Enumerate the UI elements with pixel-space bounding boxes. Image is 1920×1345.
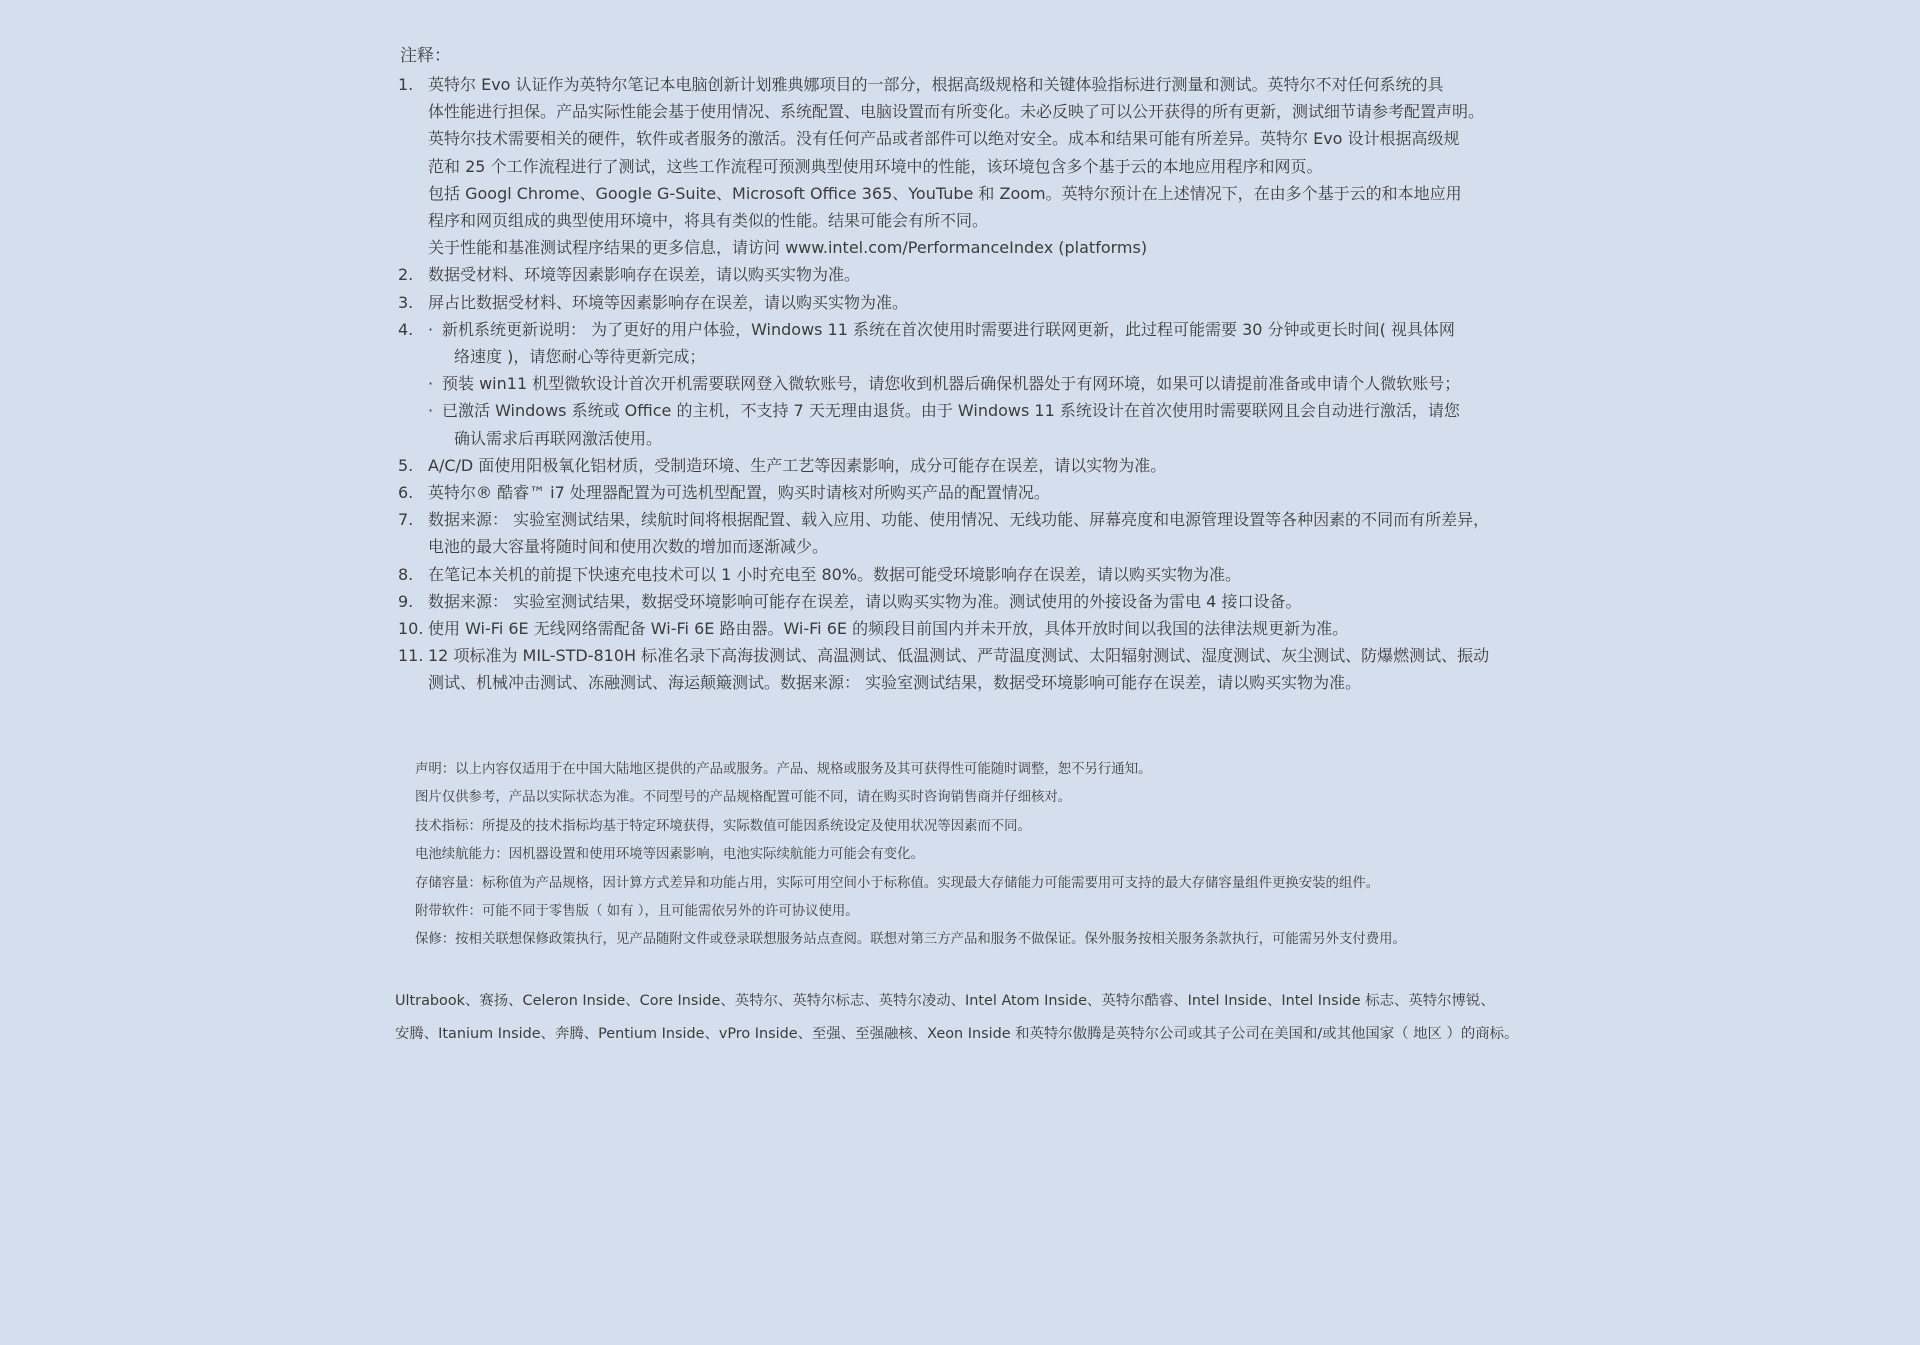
note-number: 11. [398, 646, 424, 666]
note-bullet [428, 397, 1540, 451]
note-number: 8. [398, 564, 414, 584]
trademark-line: 安腾、Itanium Inside、奔腾、Pentium Inside、vPro Inside、至强、至强融核、Xeon Inside 和英特尔傲腾是英特尔公司或其子公司在美国和/或其他国家（ 地区 ）的商标。 [395, 1026, 1519, 1042]
note-4 [400, 316, 1540, 452]
note-line: 范和 25 个工作流程进行了测试，这些工作流程可预测典型使用环境中的性能，该环境包含多个基于云的本地应用程序和网页。 [428, 156, 1323, 176]
note-line: 英特尔 Evo 认证作为英特尔笔记本电脑创新计划雅典娜项目的一部分，根据高级规格和关键体验指标进行测量和测试。英特尔不对任何系统的具 [428, 75, 1444, 94]
bullet-line: 预装 win11 机型微软设计首次开机需要联网登入微软账号，请您收到机器后确保机器处于有网环境，如果可以请提前准备或申请个人微软账号； [442, 374, 1461, 394]
notes-list [400, 71, 1540, 697]
note-line: 包括 Googl Chrome、Google G-Suite、Microsoft Office 365、YouTube 和 Zoom。英特尔预计在上述情况下，在由多个基于云的和本地应用 [428, 183, 1462, 203]
note-bullet [428, 316, 1540, 370]
note-line: 英特尔® 酷睿™ i7 处理器配置为可选机型配置，购买时请核对所购买产品的配置情况。 [428, 483, 1050, 503]
note-line: 程序和网页组成的典型使用环境中，将具有类似的性能。结果可能会有所不同。 [428, 211, 989, 231]
note-number: 7. [398, 510, 414, 530]
note-number: 10. [398, 619, 424, 639]
declaration-line: 附带软件：可能不同于零售版（ 如有 ），且可能需依另外的许可协议使用。 [415, 904, 859, 920]
note-line: 使用 Wi-Fi 6E 无线网络需配备 Wi-Fi 6E 路由器。Wi-Fi 6E 的频段目前国内并未开放，具体开放时间以我国的法律法规更新为准。 [428, 619, 1349, 639]
note-line: 关于性能和基准测试程序结果的更多信息，请访问 www.intel.com/PerformanceIndex (platforms) [428, 238, 1148, 258]
note-line: 屏占比数据受材料、环境等因素影响存在误差，请以购买实物为准。 [428, 292, 909, 312]
note-line: 英特尔技术需要相关的硬件，软件或者服务的激活。没有任何产品或者部件可以绝对安全。成本和结果可能有所差异。英特尔 Evo 设计根据高级规 [428, 129, 1460, 149]
declaration-line: 图片仅供参考，产品以实际状态为准。不同型号的产品规格配置可能不同，请在购买时咨询销售商并仔细核对。 [415, 790, 1072, 806]
bullet-dot: · [428, 374, 434, 394]
trademark-notice [395, 985, 1555, 1051]
note-10 [400, 615, 1540, 642]
note-6 [400, 479, 1540, 506]
note-number: 9. [398, 591, 414, 611]
note-number: 2. [398, 265, 414, 285]
note-line: 数据受材料、环境等因素影响存在误差，请以购买实物为准。 [428, 265, 861, 285]
note-5 [400, 452, 1540, 479]
bullet-line: 确认需求后再联网激活使用。 [454, 428, 663, 448]
bullet-line: 新机系统更新说明： 为了更好的用户体验，Windows 11 系统在首次使用时需要进行联网更新，此过程可能需要 30 分钟或更长时间( 视具体网 [442, 319, 1455, 339]
note-2 [400, 261, 1540, 288]
note-line: 数据来源： 实验室测试结果，数据受环境影响可能存在误差，请以购买实物为准。测试使用的外接设备为雷电 4 接口设备。 [428, 591, 1302, 611]
note-number: 4. [398, 319, 414, 339]
declaration-line: 声明：以上内容仅适用于在中国大陆地区提供的产品或服务。产品、规格或服务及其可获得性可能随时调整，恕不另行通知。 [415, 762, 1152, 777]
note-line: A/C/D 面使用阳极氧化铝材质，受制造环境、生产工艺等因素影响，成分可能存在误差，请以实物为准。 [428, 455, 1167, 475]
trademark-line: Ultrabook、赛扬、Celeron Inside、Core Inside、英特尔、英特尔标志、英特尔凌动、Intel Atom Inside、英特尔酷睿、Intel Inside、Intel Inside 标志、英特尔博锐、 [395, 993, 1495, 1009]
note-line: 体性能进行担保。产品实际性能会基于使用情况、系统配置、电脑设置而有所变化。未必反映了可以公开获得的所有更新，测试细节请参考配置声明。 [428, 102, 1485, 122]
bullet-dot: · [428, 401, 434, 421]
note-line: 电池的最大容量将随时间和使用次数的增加而逐渐减少。 [428, 537, 829, 557]
note-bullet [428, 370, 1540, 397]
note-number: 3. [398, 292, 414, 312]
note-number: 6. [398, 483, 414, 503]
note-line: 12 项标准为 MIL-STD-810H 标准名录下高海拔测试、高温测试、低温测试、严苛温度测试、太阳辐射测试、湿度测试、灰尘测试、防爆燃测试、振动 [428, 646, 1490, 666]
bullet-line: 络速度 )，请您耐心等待更新完成； [454, 347, 706, 367]
notes-heading: 注释： [400, 46, 451, 66]
declaration-line: 保修：按相关联想保修政策执行，见产品随附文件或登录联想服务站点查阅。联想对第三方产品和服务不做保证。保外服务按相关服务条款执行，可能需另外支付费用。 [415, 932, 1406, 948]
note-3 [400, 289, 1540, 316]
note-1 [400, 71, 1540, 261]
note-9 [400, 588, 1540, 615]
bullet-line: 已激活 Windows 系统或 Office 的主机，不支持 7 天无理由退货。由于 Windows 11 系统设计在首次使用时需要联网且会自动进行激活，请您 [442, 401, 1460, 421]
note-number: 5. [398, 455, 414, 475]
note-line: 测试、机械冲击测试、冻融测试、海运颠簸测试。数据来源： 实验室测试结果，数据受环境影响可能存在误差，请以购买实物为准。 [428, 673, 1362, 693]
note-7 [400, 506, 1540, 560]
declarations [415, 756, 1535, 955]
note-line: 在笔记本关机的前提下快速充电技术可以 1 小时充电至 80%。数据可能受环境影响存在误差，请以购买实物为准。 [428, 564, 1242, 584]
note-line: 数据来源： 实验室测试结果，续航时间将根据配置、载入应用、功能、使用情况、无线功能、屏幕亮度和电源管理设置等各种因素的不同而有所差异， [428, 510, 1490, 530]
note-11 [400, 642, 1540, 696]
note-8 [400, 561, 1540, 588]
note-number: 1. [398, 75, 414, 94]
declaration-line: 电池续航能力：因机器设置和使用环境等因素影响，电池实际续航能力可能会有变化。 [415, 847, 924, 863]
bullet-dot: · [428, 319, 434, 339]
declaration-line: 技术指标：所提及的技术指标均基于特定环境获得，实际数值可能因系统设定及使用状况等因素而不同。 [415, 818, 1031, 834]
declaration-line: 存储容量：标称值为产品规格，因计算方式差异和功能占用，实际可用空间小于标称值。实现最大存储能力可能需要用可支持的最大存储容量组件更换安装的组件。 [415, 875, 1380, 891]
